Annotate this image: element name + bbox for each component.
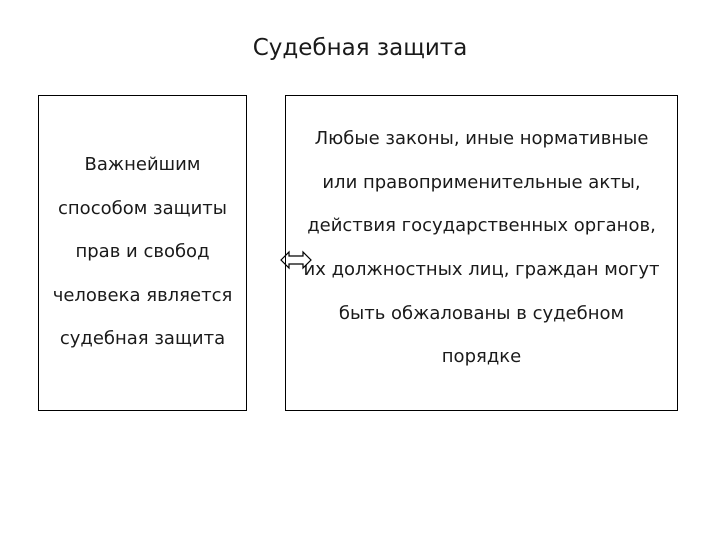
left-box-line: прав и свобод (75, 241, 210, 263)
left-box-line: способом защиты (58, 197, 227, 219)
left-box-line: судебная защита (59, 328, 226, 350)
left-box-line: Важнейшим (84, 154, 201, 176)
page-title: Судебная защита (252, 35, 468, 61)
right-box-line: быть обжалованы в судебном (338, 302, 625, 324)
right-box-line: действия государственных органов, (307, 215, 656, 237)
double-arrow-icon (280, 250, 312, 270)
left-box-line: человека является (52, 284, 233, 306)
right-box-line: их должностных лиц, граждан могут (303, 259, 660, 280)
right-box-line: или правоприменительные акты, (322, 171, 641, 193)
right-box-line: порядке (441, 346, 522, 368)
right-box-line: Любые законы, иные нормативные (314, 128, 649, 150)
right-text-box (285, 95, 678, 411)
left-text-box (38, 95, 247, 411)
